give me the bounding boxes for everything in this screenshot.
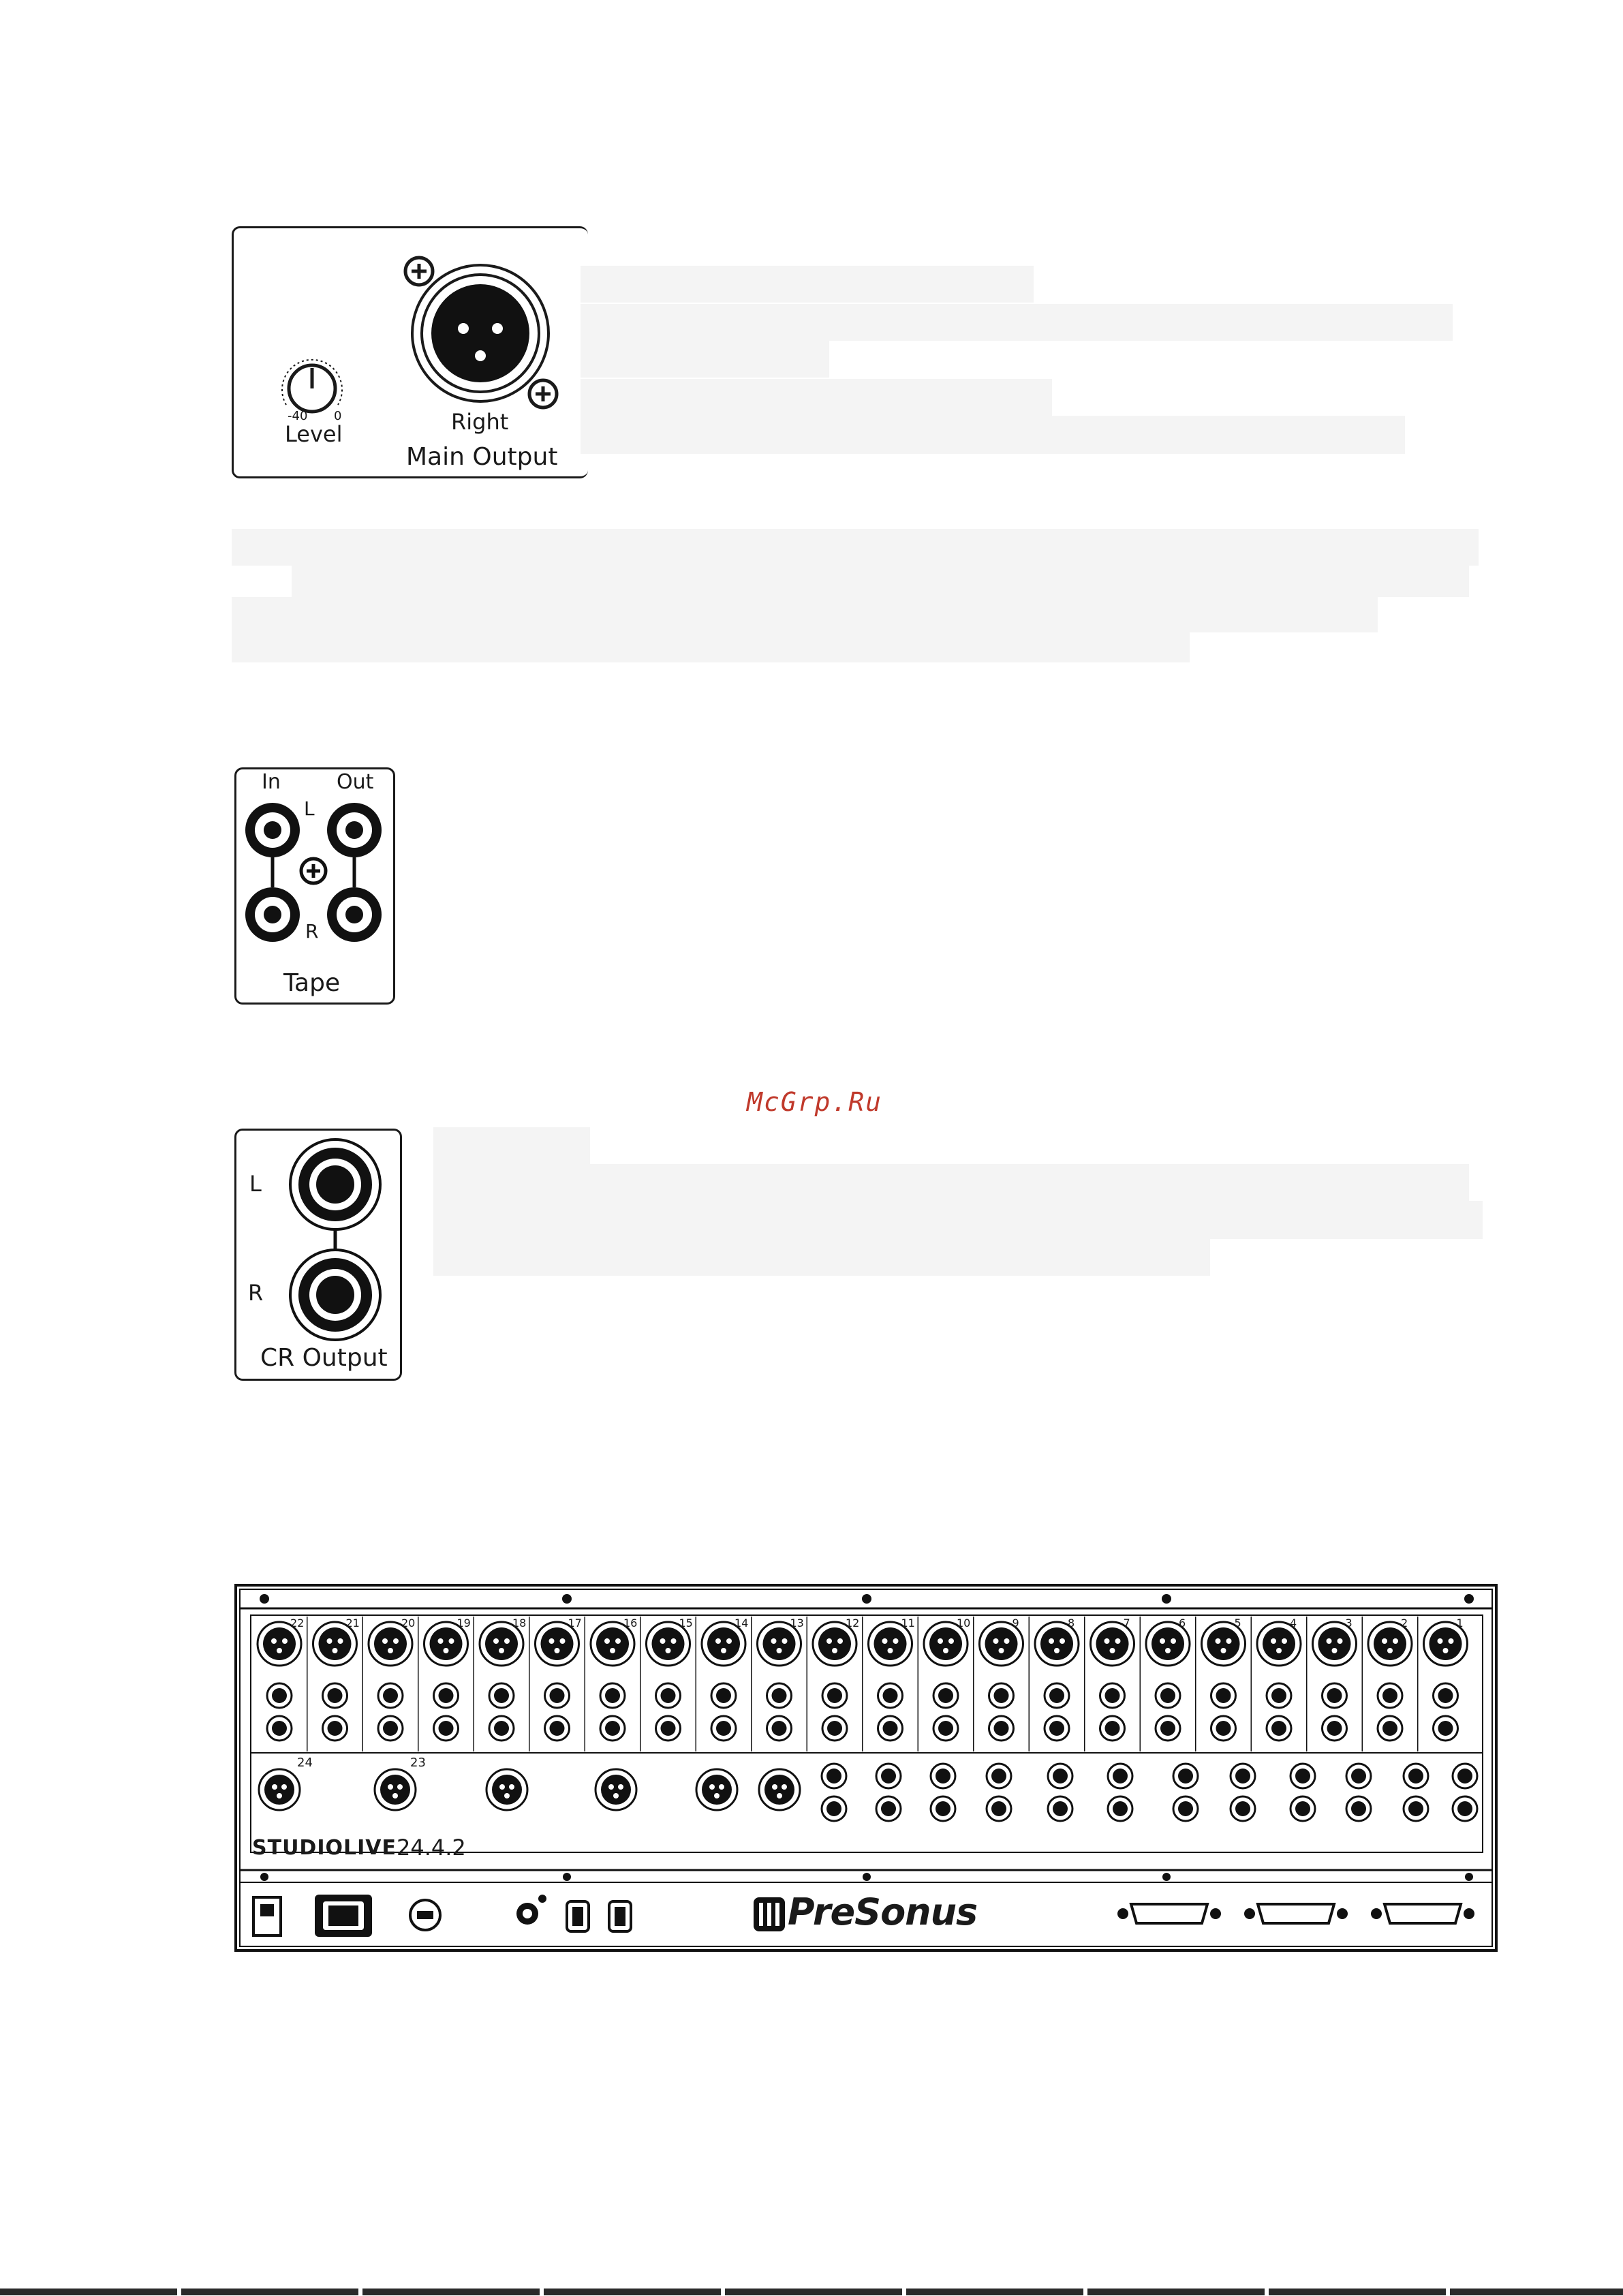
channel-number-label: 18 [512,1617,527,1629]
quarter-inch-jack-icon [987,1764,1011,1788]
channel-number-label: 13 [790,1617,804,1629]
channel-number-label: 16 [623,1617,638,1629]
screw-icon [1465,1873,1473,1881]
channel-number-label: 6 [1179,1617,1186,1629]
quarter-inch-jack-icon [1453,1796,1477,1821]
channel-number-label: 10 [957,1617,971,1629]
xlr-connector-icon [486,1769,527,1810]
channel-number-label: 14 [735,1617,749,1629]
screw-icon [563,1873,571,1881]
channel-number-label: 11 [901,1617,915,1629]
quarter-inch-jack-icon [1231,1764,1255,1788]
power-switch-icon [253,1897,281,1935]
redacted-text-line [292,566,1469,597]
screw-icon [260,1594,269,1604]
rear-ch24-number: 24 [297,1756,313,1770]
rear-brand-logo: PreSonus [788,1891,978,1933]
cr-output-illustration [234,1129,405,1381]
channel-number-label: 20 [401,1617,416,1629]
quarter-inch-jack-icon [290,1250,380,1340]
quarter-inch-jack-icon [931,1796,955,1821]
tape-right-label: R [305,920,319,943]
level-label: Level [285,421,343,447]
quarter-inch-jack-icon [1453,1764,1477,1788]
xlr-connector-icon [696,1769,737,1810]
main-output-section-label: Main Output [406,443,558,471]
xlr-connector-icon [412,265,548,401]
quarter-inch-jack-icon [1048,1764,1072,1788]
main-output-illustration [232,226,559,478]
redacted-text-line [433,1127,590,1164]
quarter-inch-jack-icon [822,1796,846,1821]
screw-icon [1162,1873,1171,1881]
redacted-text-line [232,631,1190,662]
power-inlet-icon [315,1895,372,1937]
rca-jack-icon [245,887,300,942]
quarter-inch-jack-icon [1290,1796,1315,1821]
quarter-inch-jack-icon [987,1796,1011,1821]
cr-output-panel [234,1129,405,1381]
channel-number-label: 1 [1456,1617,1464,1629]
channel-number-label: 19 [457,1617,471,1629]
watermark-text: McGrp.Ru [747,1087,883,1117]
tape-in-label: In [262,770,281,794]
tape-out-label: Out [337,770,374,794]
rear-ch23-number: 23 [410,1756,426,1770]
channel-number-label: 21 [345,1617,360,1629]
cr-output-section-label: CR Output [260,1344,388,1372]
redacted-text-line [581,266,1034,303]
fuse-holder-icon [410,1900,440,1930]
right-connector-label: Right [451,409,509,435]
redacted-text-line [581,341,829,378]
presonus-logo-icon [754,1897,785,1931]
redacted-text-line [581,416,1405,454]
tape-section-label: Tape [283,969,341,997]
rear-model-name: STUDIOLIVE [252,1836,397,1860]
screw-icon [862,1594,871,1604]
channel-number-label: 9 [1012,1617,1019,1629]
main-output-panel [232,226,559,478]
redacted-text-line [581,379,1052,416]
quarter-inch-jack-icon [1108,1796,1132,1821]
channel-number-label: 17 [568,1617,582,1629]
screw-icon [301,859,326,883]
quarter-inch-jack-icon [931,1764,955,1788]
quarter-inch-jack-icon [1346,1796,1371,1821]
channel-number-label: 15 [679,1617,693,1629]
screw-icon [562,1594,572,1604]
quarter-inch-jack-icon [290,1139,380,1229]
redacted-text-line [433,1201,1483,1239]
xlr-connector-icon [596,1769,636,1810]
screw-icon [529,380,557,408]
redacted-text-line [581,304,1453,341]
screw-icon [1464,1594,1474,1604]
xlr-connector-icon [259,1769,300,1810]
screw-icon [405,258,433,285]
level-knob-icon [282,360,342,412]
channel-number-label: 3 [1345,1617,1352,1629]
tape-left-label: L [304,797,315,820]
redacted-text-line [433,1164,1469,1202]
cr-left-label: L [249,1171,262,1197]
channel-number-label: 22 [290,1617,305,1629]
quarter-inch-jack-icon [1108,1764,1132,1788]
rear-model-number: 24.4.2 [397,1835,466,1861]
quarter-inch-jack-icon [1404,1796,1428,1821]
level-max-label: 0 [334,409,342,423]
quarter-inch-jack-icon [1346,1764,1371,1788]
redacted-text-line [232,529,1479,566]
quarter-inch-jack-icon [876,1796,901,1821]
xlr-connector-icon [759,1769,800,1810]
screw-icon [1162,1594,1171,1604]
screw-icon [260,1873,268,1881]
screw-icon [863,1873,871,1881]
quarter-inch-jack-icon [1173,1796,1198,1821]
quarter-inch-jack-icon [822,1764,846,1788]
channel-number-label: 12 [846,1617,860,1629]
quarter-inch-jack-icon [876,1764,901,1788]
quarter-inch-jack-icon [1173,1764,1198,1788]
channel-number-label: 2 [1401,1617,1408,1629]
quarter-inch-jack-icon [1048,1796,1072,1821]
channel-number-label: 8 [1068,1617,1075,1629]
rca-jack-icon [245,803,300,857]
level-min-label: -40 [288,409,308,423]
redacted-text-line [433,1238,1210,1276]
channel-number-label: 4 [1290,1617,1297,1629]
channel-number-label: 7 [1123,1617,1130,1629]
rear-panel [234,1584,1499,1953]
quarter-inch-jack-icon [1404,1764,1428,1788]
cr-right-label: R [248,1280,264,1306]
redacted-text-line [232,597,1378,632]
quarter-inch-jack-icon [1290,1764,1315,1788]
rca-jack-icon [327,887,382,942]
quarter-inch-jack-icon [1231,1796,1255,1821]
xlr-connector-icon [375,1769,416,1810]
footer-rule [0,2289,1623,2295]
channel-number-label: 5 [1234,1617,1241,1629]
rca-jack-icon [327,803,382,857]
tape-panel [234,767,395,1005]
